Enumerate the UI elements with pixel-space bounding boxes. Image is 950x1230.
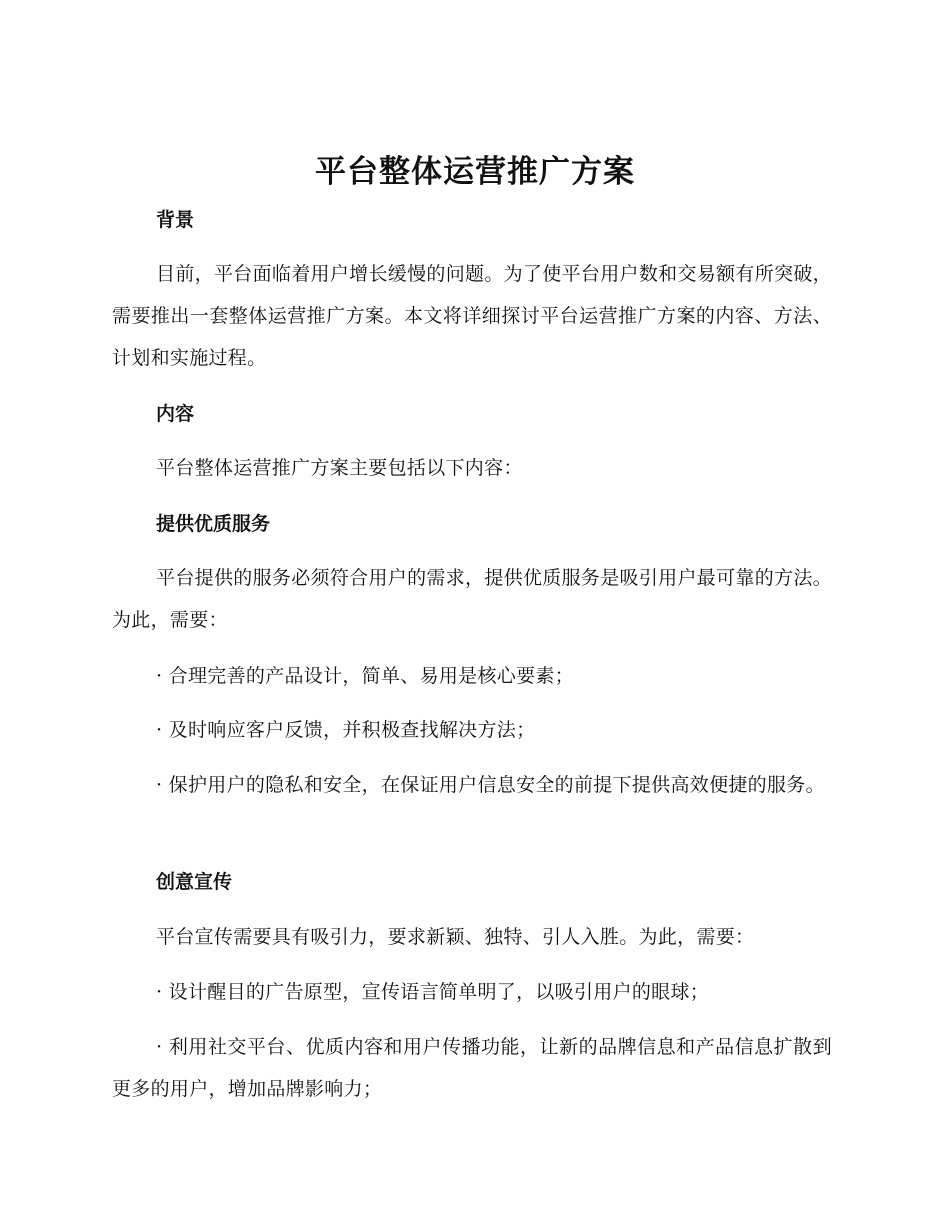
bullet-item: · 及时响应客户反馈，并积极查找解决方法；: [156, 719, 536, 741]
section-heading-content: 内容: [156, 403, 195, 425]
paragraph-creative-promotion-intro: 平台宣传需要具有吸引力，要求新颖、独特、引人入胜。为此，需要：: [156, 926, 755, 948]
paragraph-quality-service-intro: 平台提供的服务必须符合用户的需求，提供优质服务是吸引用户最可靠的方法。为此，需要：: [112, 567, 832, 631]
bullet-item: · 利用社交平台、优质内容和用户传播功能，让新的品牌信息和产品信息扩散到更多的用户，增加品牌影响力；: [112, 1036, 832, 1100]
bullet-item: · 设计醒目的广告原型，宣传语言简单明了，以吸引用户的眼球；: [156, 981, 710, 1003]
paragraph-content-intro: 平台整体运营推广方案主要包括以下内容：: [156, 457, 523, 479]
section-heading-creative-promotion: 创意宣传: [156, 871, 233, 893]
section-heading-background: 背景: [156, 209, 195, 231]
document-title: 平台整体运营推广方案: [315, 154, 635, 190]
bullet-item: · 合理完善的产品设计，简单、易用是核心要素；: [156, 665, 574, 687]
paragraph-background: 目前，平台面临着用户增长缓慢的问题。为了使平台用户数和交易额有所突破，需要推出一套整体运营推广方案。本文将详细探讨平台运营推广方案的内容、方法、计划和实施过程。: [112, 263, 832, 369]
bullet-item: · 保护用户的隐私和安全，在保证用户信息安全的前提下提供高效便捷的服务。: [156, 774, 825, 796]
section-heading-quality-service: 提供优质服务: [156, 513, 271, 535]
